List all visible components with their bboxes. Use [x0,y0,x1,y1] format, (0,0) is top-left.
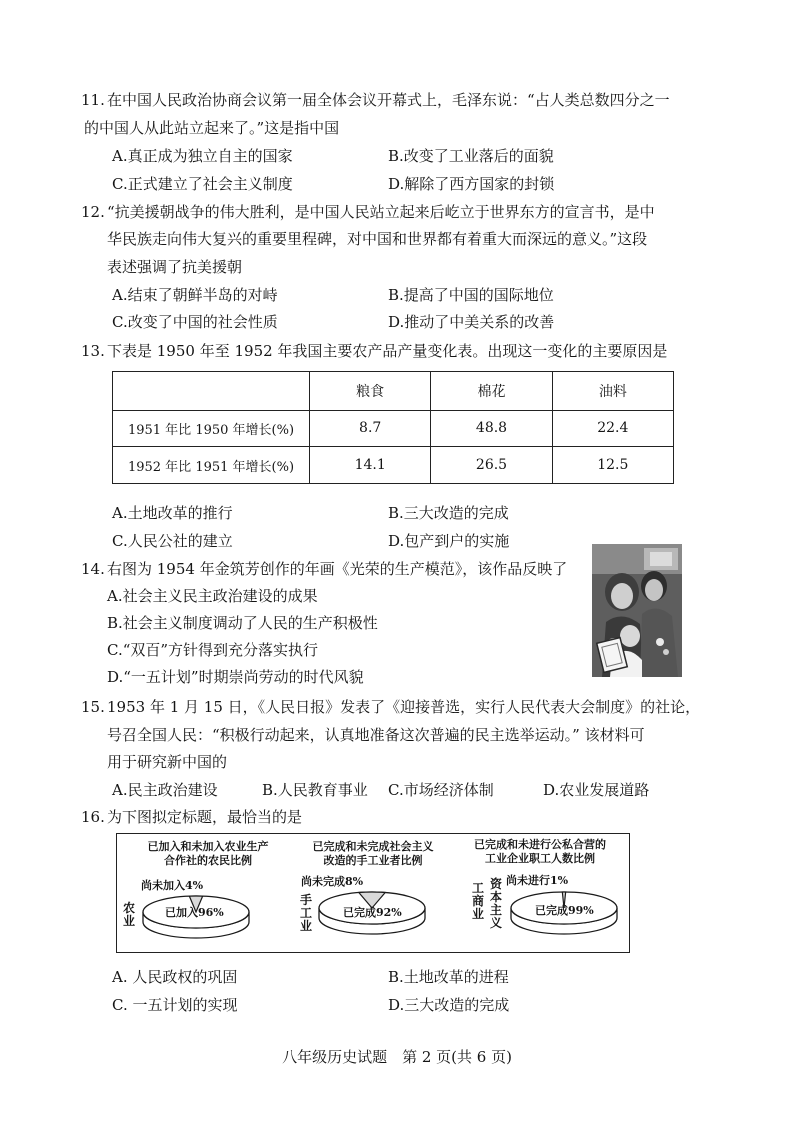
table-cell: 22.4 [552,410,673,447]
q14-option-a: A.社会主义民主政治建设的成果 [107,587,318,605]
q13-option-c: C.人民公社的建立 [112,532,233,550]
chart2-minor-label: 尚未完成8% [301,875,364,888]
table-header-oil: 油料 [552,372,673,411]
q16-option-d: D.三大改造的完成 [388,996,510,1014]
q11-stem-line1: 在中国人民政治协商会议第一届全体会议开幕式上，毛泽东说：“占人类总数四分之一 [107,91,670,109]
q12-option-c: C.改变了中国的社会性质 [112,313,278,331]
table-corner-cell [113,372,310,411]
q15-option-d: D.农业发展道路 [543,781,650,799]
table-cell: 14.1 [310,447,431,484]
painting-illustration [592,544,682,677]
q15-option-a: A.民主政治建设 [112,781,218,799]
q14-option-b: B.社会主义制度调动了人民的生产积极性 [107,614,378,632]
q13-number: 13. [81,342,105,360]
chart1-title [123,840,293,868]
chart3-side-label-a: 资本主义 [489,877,502,930]
q11-option-c: C.正式建立了社会主义制度 [112,175,293,193]
q12-option-b: B.提高了中国的国际地位 [388,286,554,304]
chart2-side-label: 手工业 [299,893,312,933]
q15-option-c: C.市场经济体制 [388,781,494,799]
q12-option-a: A.结束了朝鲜半岛的对峙 [112,286,278,304]
chart2-title-line2: 改造的手工业者比例 [323,854,423,867]
chart1-major-label: 已加入96% [165,906,224,919]
table-cell: 8.7 [310,410,431,447]
q16-option-b: B.土地改革的进程 [388,968,509,986]
chart3-side-label-b: 工商业 [471,881,484,921]
chart3-title-line1: 已完成和未进行公私合营的 [474,838,606,851]
three-transformations-figure [116,833,630,953]
chart2-major-label: 已完成92% [343,906,402,919]
q12-stem-line1: “抗美援朝战争的伟大胜利，是中国人民站立起来后屹立于世界东方的宣言书，是中 [107,203,655,221]
table-header-grain: 粮食 [310,372,431,411]
q15-stem-line3: 用于研究新中国的 [107,753,228,771]
q12-stem-line2: 华民族走向伟大复兴的重要里程碑，对中国和世界都有着重大而深远的意义。”这段 [107,230,648,248]
q13-option-d: D.包产到户的实施 [388,532,510,550]
q13-option-b: B.三大改造的完成 [388,504,509,522]
table-row [113,410,674,447]
q15-number: 15. [81,698,105,716]
table-cell: 48.8 [431,410,552,447]
table-cell: 12.5 [552,447,673,484]
q14-option-d: D.“一五计划”时期崇尚劳动的时代风貌 [107,668,364,686]
table-row-label: 1952 年比 1951 年增长(%) [113,447,310,484]
q13-option-a: A.土地改革的推行 [112,504,233,522]
table-row [113,447,674,484]
chart1-title-line1: 已加入和未加入农业生产 [147,840,269,853]
q16-option-c: C. 一五计划的实现 [112,996,238,1014]
q15-option-b: B.人民教育事业 [262,781,368,799]
q11-option-d: D.解除了西方国家的封锁 [388,175,555,193]
q11-number: 11. [81,91,105,109]
q14-option-c: C.“双百”方针得到充分落实执行 [107,641,319,659]
chart2-title [289,840,457,868]
q16-number: 16. [81,808,105,826]
chart3-minor-label: 尚未进行1% [506,874,569,887]
chart1-side-label: 农业 [122,901,135,928]
chart1-minor-label: 尚未加入4% [141,879,204,892]
chart2-title-line1: 已完成和未完成社会主义 [312,840,434,853]
q14-number: 14. [81,560,105,578]
q16-option-a: A. 人民政权的巩固 [112,968,238,986]
q11-option-a: A.真正成为独立自主的国家 [112,147,293,165]
chart3-title-line2: 工业企业职工人数比例 [485,852,595,865]
page-footer: 八年级历史试题 第 2 页(共 6 页) [282,1048,512,1066]
q15-stem-line2: 号召全国人民：“积极行动起来，认真地准备这次普遍的民主选举运动。” 该材料可 [107,726,645,744]
q11-option-b: B.改变了工业落后的面貌 [388,147,554,165]
q16-stem: 为下图拟定标题，最恰当的是 [107,808,303,826]
chart3-title [453,838,627,866]
chart3-major-label: 已完成99% [535,904,594,917]
q15-stem-line1: 1953 年 1 月 15 日，《人民日报》发表了《迎接普选，实行人民代表大会制度》的社论， [107,698,701,716]
new-year-painting-photo [592,544,682,677]
q12-number: 12. [81,203,105,221]
q14-stem: 右图为 1954 年金筑芳创作的年画《光荣的生产模范》，该作品反映了 [107,560,568,578]
table-header-cotton: 棉花 [431,372,552,411]
q13-stem: 下表是 1950 年至 1952 年我国主要农产品产量变化表。出现这一变化的主要原因是 [107,342,668,360]
production-table [112,371,674,484]
chart1-title-line2: 合作社的农民比例 [164,854,252,867]
q12-option-d: D.推动了中美关系的改善 [388,313,555,331]
table-row-label: 1951 年比 1950 年增长(%) [113,410,310,447]
q12-stem-line3: 表述强调了抗美援朝 [107,258,243,276]
table-cell: 26.5 [431,447,552,484]
table-header-row [113,372,674,411]
q11-stem-line2: 的中国人从此站立起来了。”这是指中国 [84,119,340,137]
